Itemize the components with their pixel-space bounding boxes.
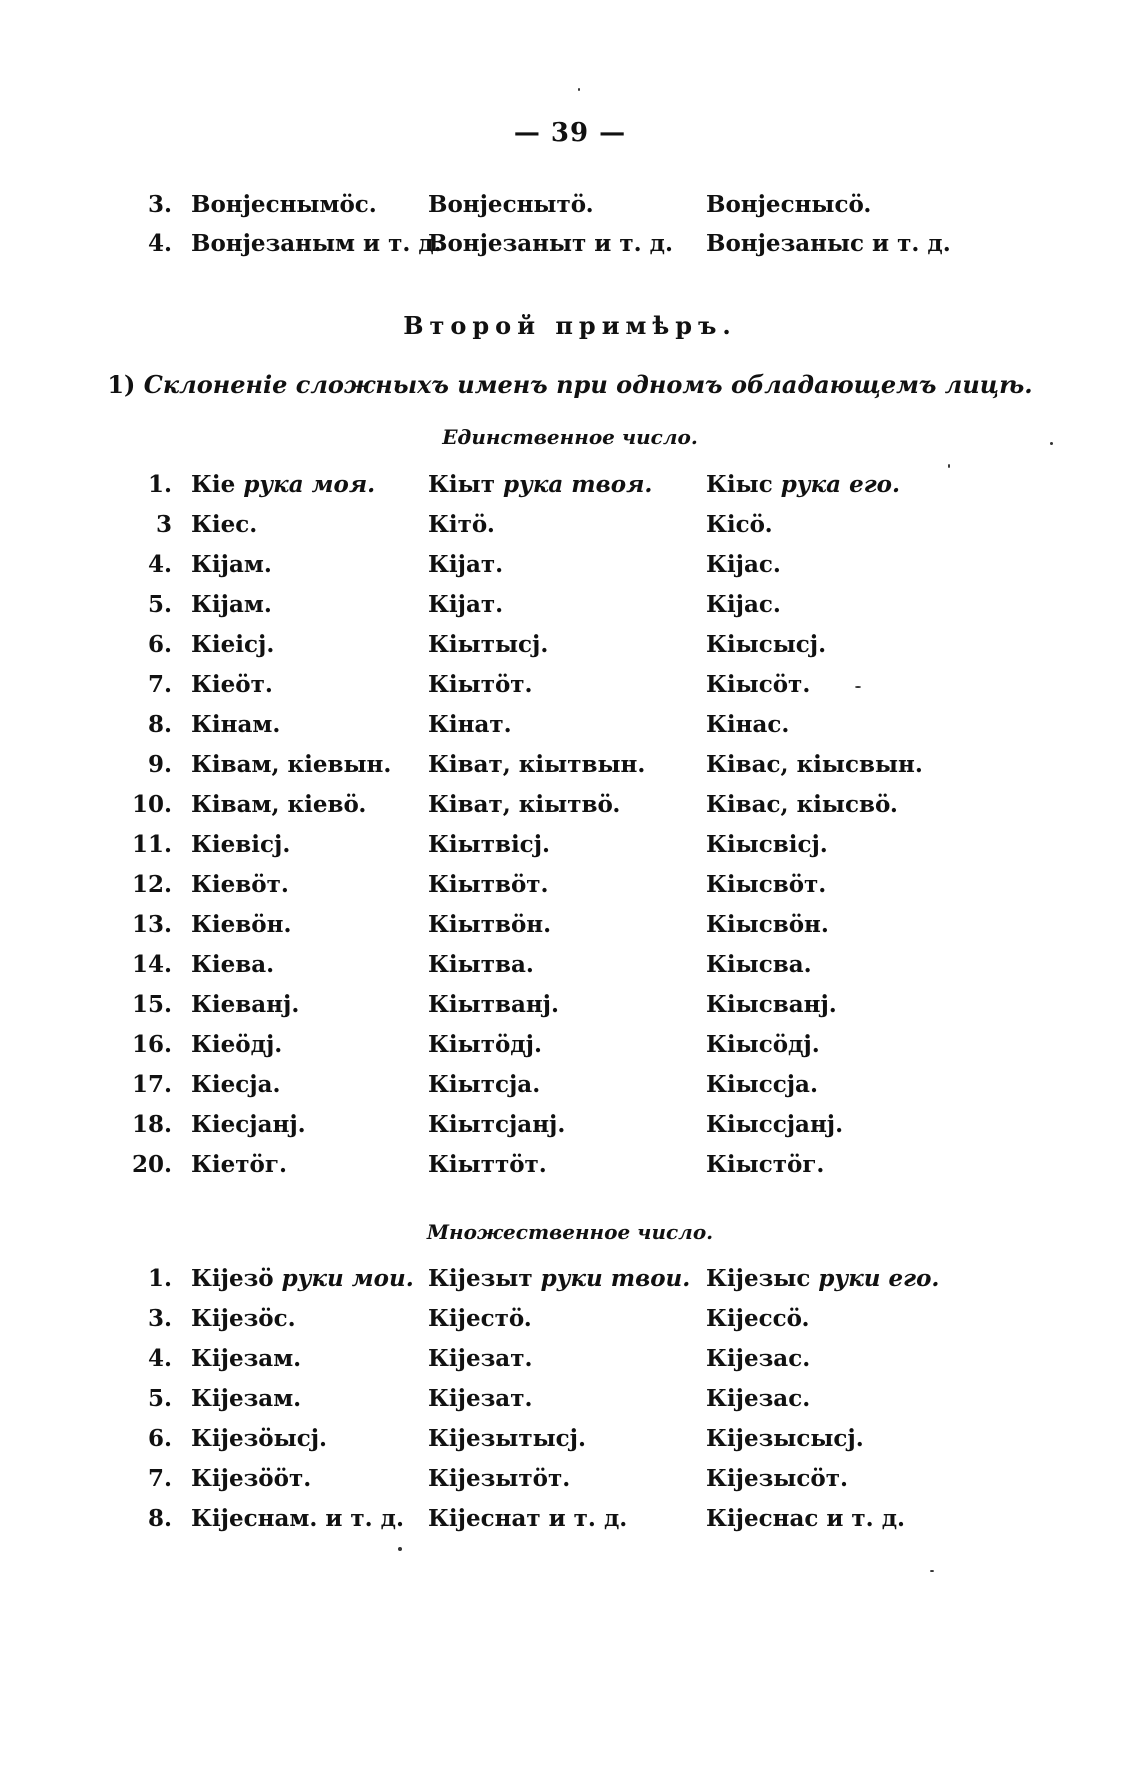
form-first-person: Кіес. — [191, 511, 258, 538]
form-third-person: Кісö. — [706, 511, 773, 538]
form-first-person: Кіјеснам. и т. д. — [191, 1505, 405, 1532]
form-second-person: Кіјат. — [428, 591, 504, 618]
form-second-person: Кіытва. — [428, 951, 534, 978]
table-row — [0, 511, 1140, 545]
word: Кіыс — [706, 471, 773, 498]
form-first-person: Кіевöт. — [191, 871, 289, 898]
row-number: 4. — [147, 1345, 172, 1372]
row-number: 17. — [131, 1071, 172, 1098]
row-number: 3. — [147, 191, 172, 218]
form-second-person — [428, 471, 652, 498]
form-first-person: Вонјезаным и т. д. — [191, 230, 442, 257]
row-number: 12. — [131, 871, 172, 898]
form-first-person: Кіеöт. — [191, 671, 273, 698]
speck — [948, 464, 950, 468]
form-second-person: Кіытсја. — [428, 1071, 541, 1098]
word: Кіјезö — [191, 1265, 274, 1292]
form-first-person: Кіјам. — [191, 551, 272, 578]
gloss: руки твои. — [540, 1265, 691, 1292]
form-first-person: Кіеісј. — [191, 631, 275, 658]
form-second-person: Кіытсјанј. — [428, 1111, 566, 1138]
row-number: 1. — [147, 1265, 172, 1292]
row-number: 10. — [131, 791, 172, 818]
table-row — [0, 551, 1140, 585]
form-third-person: Кіысöдј. — [706, 1031, 820, 1058]
form-first-person: Кіетöг. — [191, 1151, 287, 1178]
form-second-person: Кіытвöт. — [428, 871, 549, 898]
row-number: 15. — [131, 991, 172, 1018]
form-first-person: Вонјеснымöс. — [191, 191, 377, 218]
table-row — [0, 711, 1140, 745]
section-title — [0, 370, 1140, 399]
section-number: 1) — [107, 370, 136, 399]
row-number: 18. — [131, 1111, 172, 1138]
form-third-person: Ківас, кіысвын. — [706, 751, 923, 778]
form-first-person — [191, 1265, 414, 1292]
form-third-person: Кіысöт. — [706, 671, 811, 698]
gloss: руки его. — [818, 1265, 940, 1292]
form-third-person — [706, 1265, 939, 1292]
form-third-person: Кіјас. — [706, 551, 781, 578]
form-second-person: Ківат, кіытвын. — [428, 751, 646, 778]
form-first-person: Кіјезам. — [191, 1345, 302, 1372]
gloss: рука его. — [780, 471, 900, 498]
plural-heading: Множественное число. — [426, 1220, 714, 1244]
row-number: 7. — [147, 671, 172, 698]
form-third-person: Кіјессö. — [706, 1305, 810, 1332]
form-first-person: Ківам, кіевö. — [191, 791, 367, 818]
form-second-person: Кіјестö. — [428, 1305, 532, 1332]
row-number: 8. — [147, 711, 172, 738]
speck — [1050, 442, 1053, 445]
form-second-person: Кіјезытöт. — [428, 1465, 571, 1492]
table-row — [0, 791, 1140, 825]
row-number: 13. — [131, 911, 172, 938]
form-second-person: Кінат. — [428, 711, 512, 738]
form-third-person: Кіјезысысј. — [706, 1425, 864, 1452]
row-number: 4. — [147, 551, 172, 578]
row-number: 5. — [147, 591, 172, 618]
form-second-person: Кіытвöн. — [428, 911, 552, 938]
form-second-person: Кіытвісј. — [428, 831, 551, 858]
table-row — [0, 1151, 1140, 1185]
form-second-person: Кіытöт. — [428, 671, 533, 698]
gloss: руки мои. — [281, 1265, 414, 1292]
form-third-person: Вонјезаныс и т. д. — [706, 230, 951, 257]
table-row — [0, 591, 1140, 625]
form-third-person: Кіысванј. — [706, 991, 837, 1018]
form-second-person: Кітö. — [428, 511, 495, 538]
table-row — [0, 1111, 1140, 1145]
form-third-person: Кіыссја. — [706, 1071, 818, 1098]
row-number: 6. — [147, 631, 172, 658]
form-third-person: Кінас. — [706, 711, 790, 738]
speck — [855, 686, 861, 688]
table-row — [0, 911, 1140, 945]
word: Кіјезыт — [428, 1265, 533, 1292]
table-row — [0, 1425, 1140, 1459]
form-first-person: Кіјезöс. — [191, 1305, 296, 1332]
table-row — [0, 751, 1140, 785]
form-first-person: Кіјам. — [191, 591, 272, 618]
form-second-person: Вонјеснытö. — [428, 191, 594, 218]
form-second-person: Кіјезат. — [428, 1345, 533, 1372]
form-second-person: Ківат, кіытвö. — [428, 791, 621, 818]
form-first-person: Кіеванј. — [191, 991, 300, 1018]
row-number: 1. — [147, 471, 172, 498]
form-third-person: Вонјеснысö. — [706, 191, 872, 218]
form-second-person: Кіытысј. — [428, 631, 549, 658]
row-number: 3. — [147, 1305, 172, 1332]
form-second-person: Кіјат. — [428, 551, 504, 578]
top-row — [0, 191, 1140, 225]
row-number: 20. — [131, 1151, 172, 1178]
form-third-person: Кіјезысöт. — [706, 1465, 848, 1492]
row-number: 11. — [131, 831, 172, 858]
word: Кіјезыс — [706, 1265, 811, 1292]
form-third-person: Кіысвöн. — [706, 911, 829, 938]
form-third-person: Кіысысј. — [706, 631, 827, 658]
section-text: Склоненіе сложныхъ именъ при одномъ обладающемъ лицѣ. — [143, 370, 1033, 399]
row-number: 5. — [147, 1385, 172, 1412]
form-third-person: Кіысвісј. — [706, 831, 828, 858]
form-third-person: Кіыссјанј. — [706, 1111, 844, 1138]
table-row — [0, 1505, 1140, 1539]
table-row — [0, 631, 1140, 665]
form-first-person: Кіесјанј. — [191, 1111, 306, 1138]
form-first-person: Кіјезööт. — [191, 1465, 312, 1492]
table-row — [0, 991, 1140, 1025]
table-row — [0, 1305, 1140, 1339]
form-second-person: Кіјезытысј. — [428, 1425, 586, 1452]
table-row — [0, 1385, 1140, 1419]
word: Кіе — [191, 471, 236, 498]
form-first-person: Кіевöн. — [191, 911, 292, 938]
speck — [398, 1547, 402, 1551]
form-first-person: Кіеöдј. — [191, 1031, 283, 1058]
table-row — [0, 871, 1140, 905]
form-first-person — [191, 471, 375, 498]
form-third-person: Кіјезас. — [706, 1345, 811, 1372]
form-third-person: Кіысва. — [706, 951, 812, 978]
form-first-person: Кінам. — [191, 711, 281, 738]
form-first-person: Кіевісј. — [191, 831, 291, 858]
form-first-person: Кіјезам. — [191, 1385, 302, 1412]
speck — [930, 1570, 934, 1572]
row-number: 4. — [147, 230, 172, 257]
form-second-person: Кіјеснат и т. д. — [428, 1505, 628, 1532]
form-second-person: Кіытванј. — [428, 991, 560, 1018]
table-row-first — [0, 471, 1140, 505]
form-third-person: Кіјезас. — [706, 1385, 811, 1412]
row-number: 9. — [147, 751, 172, 778]
page-number: — 39 — — [513, 118, 627, 148]
speck — [578, 88, 580, 91]
row-number: 7. — [147, 1465, 172, 1492]
form-third-person: Кіысвöт. — [706, 871, 827, 898]
table-row — [0, 1031, 1140, 1065]
table-row-first — [0, 1265, 1140, 1299]
gloss: рука твоя. — [502, 471, 653, 498]
gloss: рука моя. — [243, 471, 376, 498]
row-number: 14. — [131, 951, 172, 978]
form-first-person: Кіесја. — [191, 1071, 281, 1098]
form-second-person: Кіыттöт. — [428, 1151, 547, 1178]
row-number: 3 — [155, 511, 172, 538]
form-third-person — [706, 471, 900, 498]
form-first-person: Ківам, кіевын. — [191, 751, 392, 778]
table-row — [0, 671, 1140, 705]
form-second-person — [428, 1265, 690, 1292]
form-first-person: Кіева. — [191, 951, 275, 978]
row-number: 8. — [147, 1505, 172, 1532]
table-row — [0, 1465, 1140, 1499]
table-row — [0, 831, 1140, 865]
table-row — [0, 951, 1140, 985]
top-row — [0, 230, 1140, 264]
form-third-person: Кіыстöг. — [706, 1151, 825, 1178]
row-number: 16. — [131, 1031, 172, 1058]
example-title: Второй примѣръ. — [403, 311, 737, 340]
table-row — [0, 1071, 1140, 1105]
form-third-person: Кіјеснас и т. д. — [706, 1505, 906, 1532]
singular-heading: Единственное число. — [442, 425, 698, 449]
table-row — [0, 1345, 1140, 1379]
form-first-person: Кіјезöысј. — [191, 1425, 328, 1452]
form-second-person: Кіјезат. — [428, 1385, 533, 1412]
form-third-person: Ківас, кіысвö. — [706, 791, 898, 818]
form-second-person: Кіытöдј. — [428, 1031, 542, 1058]
word: Кіыт — [428, 471, 495, 498]
row-number: 6. — [147, 1425, 172, 1452]
form-second-person: Вонјезаныт и т. д. — [428, 230, 673, 257]
form-third-person: Кіјас. — [706, 591, 781, 618]
